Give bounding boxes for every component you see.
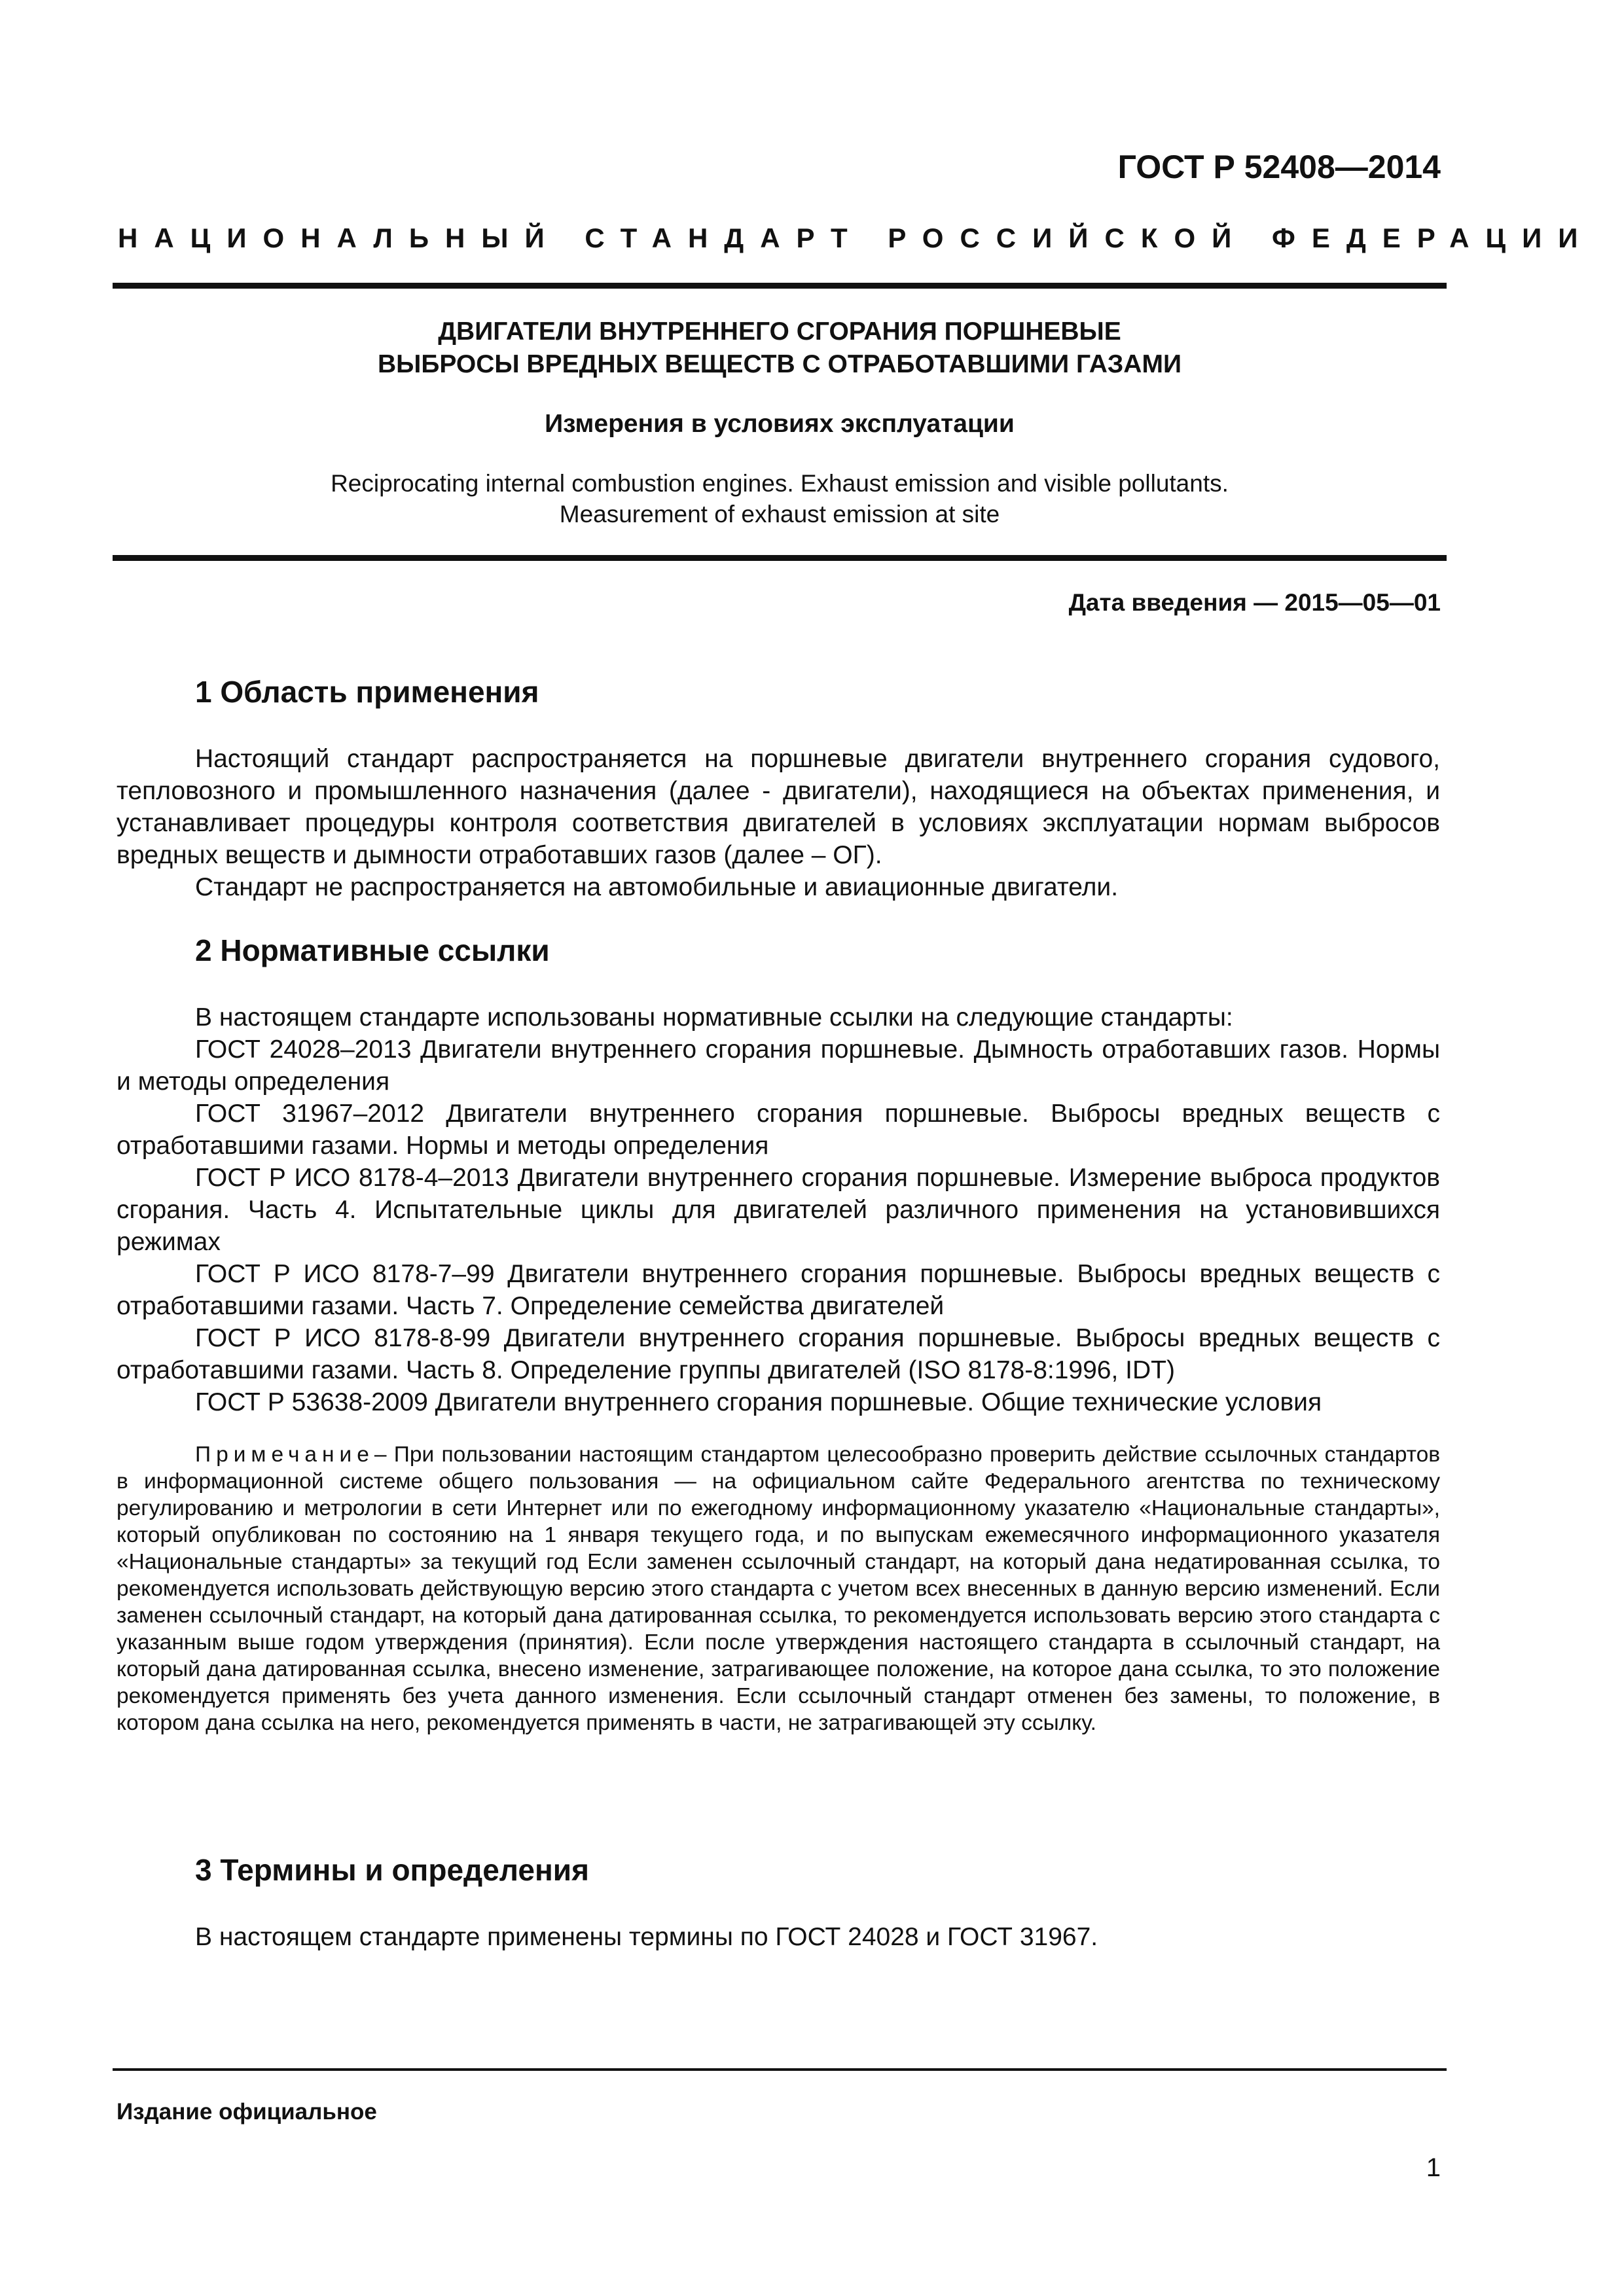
introduction-date: Дата введения — 2015—05—01 bbox=[1068, 589, 1441, 616]
note-label: Примечание bbox=[195, 1443, 374, 1467]
document-subtitle: Измерения в условиях эксплуатации bbox=[545, 410, 1015, 438]
reference-item: ГОСТ Р ИСО 8178-4–2013 Двигатели внутреннего сгорания поршневые. Измерение выброса продуктов сгорания. Часть 4. Испытательные циклы для двигателей различного применения на установившихся режимах bbox=[117, 1164, 1440, 1256]
english-title bbox=[113, 468, 1447, 529]
page-number: 1 bbox=[1426, 2153, 1441, 2182]
section-1-paragraph-1: Настоящий стандарт распространяется на поршневые двигатели внутреннего сгорания судового, тепловозного и промышленного назначения (далее - двигатели), находящиеся на объектах применения, и устанавливает процедуры контроля соответствия двигателей в условиях эксплуатации нормам выбросов вредных веществ и дымности отработавших газов (далее – ОГ). bbox=[117, 745, 1440, 869]
section-2-heading: 2 Нормативные ссылки bbox=[195, 933, 550, 967]
footer-rule bbox=[113, 2068, 1447, 2071]
reference-item: ГОСТ 24028–2013 Двигатели внутреннего сгорания поршневые. Дымность отработавших газов. Нормы и методы определения bbox=[117, 1035, 1440, 1096]
section-1-heading: 1 Область применения bbox=[195, 675, 539, 709]
reference-item: ГОСТ 31967–2012 Двигатели внутреннего сгорания поршневые. Выбросы вредных веществ с отработавшими газами. Нормы и методы определения bbox=[117, 1100, 1440, 1160]
note-text: – При пользовании настоящим стандартом целесообразно проверить действие ссылочных стандартов в информационной системе общего пользования — на официальном сайте Федерального агентства по техническому регулированию и метрологии в сети Интернет или по ежегодному информационному указателю «Национальные стандарты», который опубликован по состоянию на 1 января текущего года, и по выпускам ежемесячного информационного указателя «Национальные стандарты» за текущий год Если заменен ссылочный стандарт, на который дана недатированная ссылка, то рекомендуется использовать действующую версию этого стандарта с учетом всех внесенных в данную версию изменений. Если заменен ссылочный стандарт, на который дана датированная ссылка, то рекомендуется использовать версию этого стандарта с указанным выше годом утверждения (принятия). Если после утверждения настоящего стандарта в ссылочный стандарт, на который дана датированная ссылка, внесено изменение, затрагивающее положение, на которое дана ссылка, то это положение рекомендуется применять без учета данного изменения. Если ссылочный стандарт отменен без замены, то положение, в котором дана ссылка на него, рекомендуется применять в части, не затрагивающей эту ссылку. bbox=[117, 1443, 1440, 1735]
section-2-body bbox=[117, 1001, 1440, 1418]
english-title-line-1: Reciprocating internal combustion engines. Exhaust emission and visible pollutants. bbox=[331, 470, 1229, 497]
document-number: ГОСТ Р 52408—2014 bbox=[1117, 149, 1441, 185]
header-rule bbox=[113, 283, 1447, 289]
reference-item: ГОСТ Р 53638-2009 Двигатели внутреннего сгорания поршневые. Общие технические условия bbox=[195, 1388, 1322, 1416]
title-rule bbox=[113, 555, 1447, 561]
reference-item: ГОСТ Р ИСО 8178-8-99 Двигатели внутреннего сгорания поршневые. Выбросы вредных веществ с отработавшими газами. Часть 8. Определение группы двигателей (ISO 8178-8:1996, IDT) bbox=[117, 1324, 1440, 1384]
section-3-body bbox=[117, 1921, 1440, 1953]
title-line-2: ВЫБРОСЫ ВРЕДНЫХ ВЕЩЕСТВ С ОТРАБОТАВШИМИ ГАЗАМИ bbox=[378, 350, 1182, 378]
section-2-intro: В настоящем стандарте использованы нормативные ссылки на следующие стандарты: bbox=[195, 1003, 1233, 1031]
reference-item: ГОСТ Р ИСО 8178-7–99 Двигатели внутреннего сгорания поршневые. Выбросы вредных веществ с отработавшими газами. Часть 7. Определение семейства двигателей bbox=[117, 1260, 1440, 1320]
title-line-1: ДВИГАТЕЛИ ВНУТРЕННЕГО СГОРАНИЯ ПОРШНЕВЫЕ bbox=[438, 317, 1121, 346]
english-title-line-2: Measurement of exhaust emission at site bbox=[559, 501, 1000, 528]
section-1-body bbox=[117, 743, 1440, 903]
section-3-heading: 3 Термины и определения bbox=[195, 1853, 589, 1887]
section-3-paragraph-1: В настоящем стандарте применены термины по ГОСТ 24028 и ГОСТ 31967. bbox=[195, 1923, 1098, 1951]
section-1-paragraph-2: Стандарт не распространяется на автомобильные и авиационные двигатели. bbox=[195, 873, 1119, 901]
document-title bbox=[113, 315, 1447, 381]
reference-note bbox=[117, 1441, 1440, 1736]
national-standard-banner: НАЦИОНАЛЬНЫЙ СТАНДАРТ РОССИЙСКОЙ ФЕДЕРАЦИИ bbox=[118, 223, 1595, 253]
official-edition-label: Издание официальное bbox=[117, 2099, 377, 2125]
